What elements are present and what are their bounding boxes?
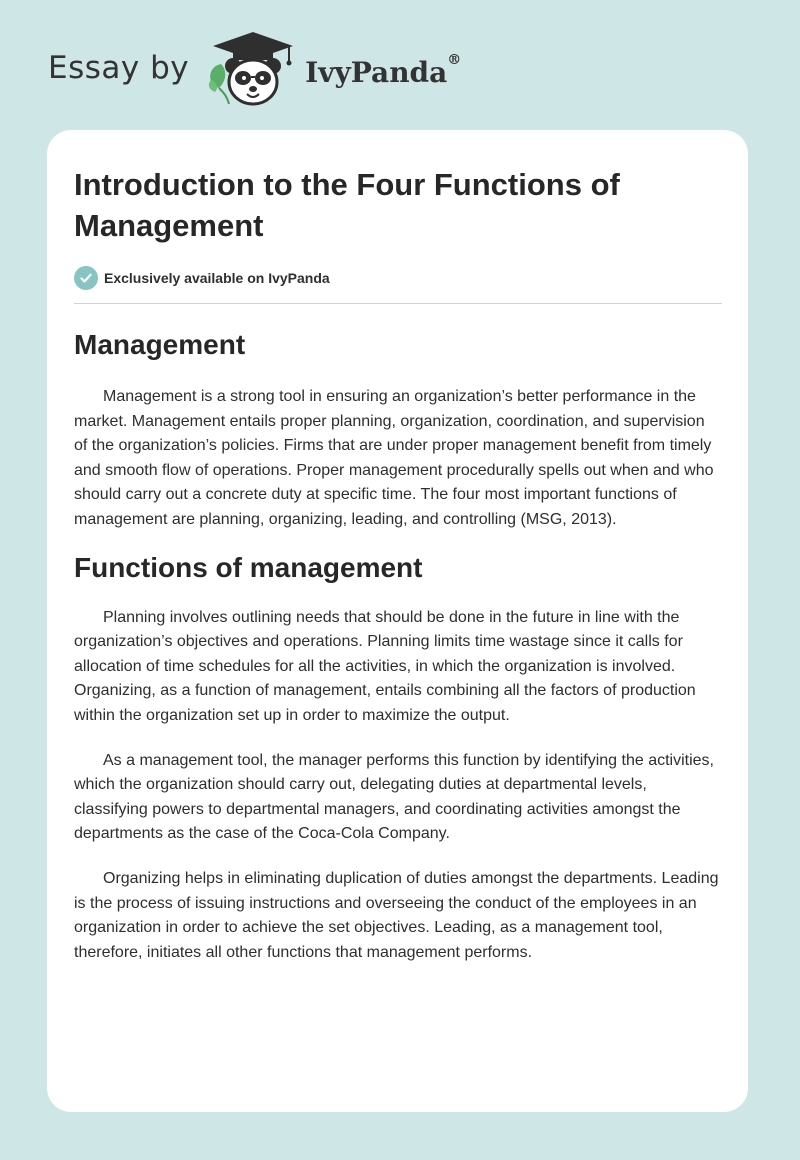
brand-text: IvyPanda (305, 55, 448, 89)
divider (74, 303, 722, 304)
exclusive-badge (74, 265, 722, 291)
page-title: Introduction to the Four Functions of Management (74, 167, 620, 243)
paragraph: Organizing helps in eliminating duplication of duties amongst the departments. Leading is the process of issuing instructions and overseeing the conduct of the employees in an organization in order to achieve the set objectives. Leading, as a management tool, therefore, initiates all other functions that management performs. (74, 869, 719, 961)
panda-graduate-icon[interactable] (205, 30, 301, 110)
registered-mark: ® (447, 51, 462, 68)
essay-by-label: Essay by (48, 50, 190, 86)
paragraph: Planning involves outlining needs that should be done in the future in line with the organization’s objectives and operations. Planning limits time wastage since it calls for allocation of time schedules for all the activities, in which the organization is involved. Organizing, as a function of management, entails combining all the factors of production within the organization set up in order to maximize the output. (74, 608, 696, 724)
site-header (48, 30, 461, 110)
paragraph: As a management tool, the manager performs this function by identifying the activities, which the organization should carry out, delegating duties at departmental levels, classifying powers to departmental managers, and coordinating activities amongst the departments as the case of the Coca-Cola Company. (74, 751, 714, 843)
paragraph: Management is a strong tool in ensuring an organization’s better performance in the market. Management entails proper planning, organization, coordination, and supervision of the organization’s policies. Firms that are under proper management benefit from timely and smooth flow of operations. Proper management procedurally spells out when and who should carry out a concrete duty at specific time. The four most important functions of management are planning, organizing, leading, and controlling (MSG, 2013). (74, 388, 714, 528)
section-heading-management: Management (74, 329, 246, 360)
essay-card (47, 130, 748, 1112)
section-heading-functions: Functions of management (74, 551, 423, 583)
badge-label: Exclusively available on IvyPanda (104, 270, 330, 286)
checkmark-circle-icon (74, 266, 98, 290)
brand-name[interactable] (305, 51, 462, 89)
